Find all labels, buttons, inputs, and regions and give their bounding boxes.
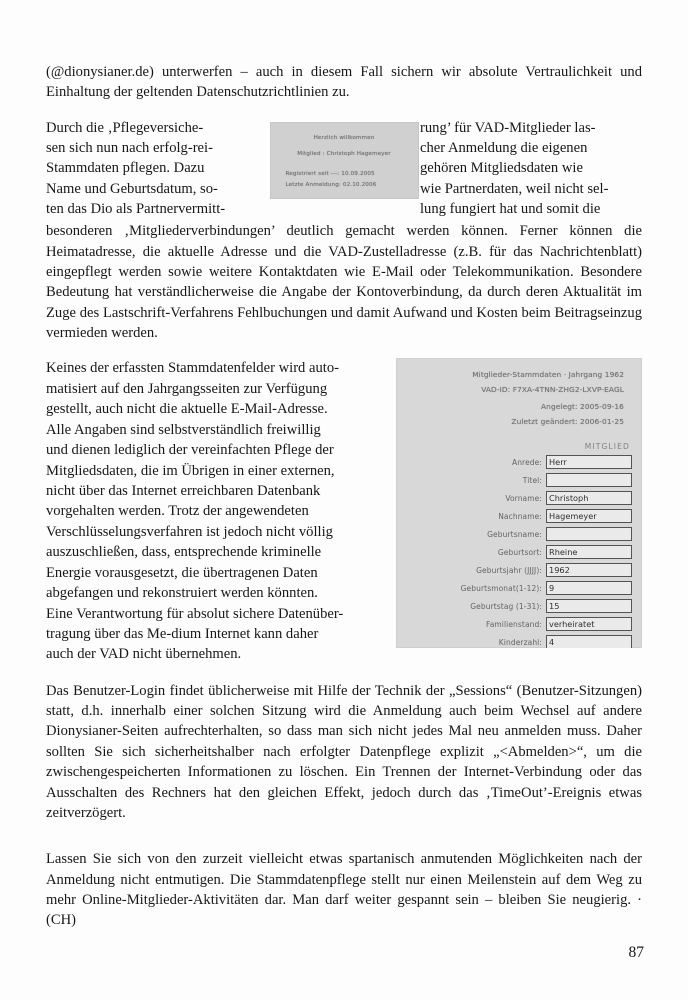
privacy-line-2: matisiert auf den Jahrgangsseiten zur Verfügung bbox=[46, 380, 328, 397]
form-row bbox=[396, 508, 642, 524]
field-label-geburtsjahr: Geburtsjahr (JJJJ): bbox=[476, 565, 542, 575]
wrap-right-line-5: lung fungiert hat und somit die bbox=[420, 201, 601, 218]
wrap-left-line-2: sen sich nun nach erfolg-rei- bbox=[46, 140, 213, 157]
paragraph-after-welcome-image: besonderen ‚Mitgliederverbindungen’ deutlich gemacht werden können. Ferner können die Heimatadresse, die aktuelle Adresse und die VAD-Zustelladresse (z.B. für das Nachrichtenblatt) eingepflegt werden sowie weitere Kontaktdaten wie E-Mail oder Telekommunikation. Besondere Bedeutung hat verständlicherweise die Angabe der Kontoverbindung, da durch deren Aktualität im Zuge des Lastschrift-Verfahrens Fehlbuchungen und damit Aufwand und Kosten beim Beitragseinzug vermieden werden. bbox=[46, 223, 642, 342]
welcome-screenshot bbox=[270, 122, 419, 199]
privacy-line-11: Energie vorausgesetzt, die übertragenen Daten bbox=[46, 564, 318, 581]
field-label-geburtsort: Geburtsort: bbox=[497, 547, 542, 557]
wrap-left-line-5: ten das Dio als Partnervermitt- bbox=[46, 201, 226, 218]
wrap-left-line-1: Durch die ‚Pflegeversiche- bbox=[46, 119, 204, 136]
field-label-nachname: Nachname: bbox=[498, 511, 542, 521]
wrap-right-line-4: wie Partnerdaten, weil nicht sel- bbox=[420, 180, 609, 197]
wrap-text-right bbox=[420, 118, 642, 220]
form-row bbox=[396, 580, 642, 596]
welcome-last-login-line: Letzte Anmeldung: 02.10.2006 bbox=[285, 181, 377, 188]
form-section-label: MITGLIED bbox=[584, 442, 630, 452]
privacy-line-4: Alle Angaben sind selbstverständlich freiwillig bbox=[46, 421, 321, 438]
field-input-familienstand[interactable]: verheiratet bbox=[546, 617, 632, 631]
welcome-title: Herzlich willkommen bbox=[313, 134, 375, 141]
wrapped-image-block-welcome bbox=[46, 118, 642, 220]
wrap-right-line-2: cher Anmeldung die eigenen bbox=[420, 140, 588, 157]
field-input-anrede[interactable]: Herr bbox=[546, 455, 632, 469]
field-input-titel[interactable] bbox=[546, 473, 632, 487]
wrapped-image-block-form bbox=[46, 358, 642, 664]
form-row bbox=[396, 454, 642, 470]
wrap-text-left bbox=[46, 118, 268, 220]
page-content bbox=[46, 62, 642, 946]
form-row bbox=[396, 472, 642, 488]
wrap-left-line-3: Stammdaten pflegen. Dazu bbox=[46, 160, 205, 177]
privacy-line-7: nicht über das Internet erreichbaren Datenbank bbox=[46, 483, 321, 499]
field-label-geburtsmonat: Geburtsmonat(1-12): bbox=[460, 583, 542, 593]
privacy-line-5: und dienen lediglich der vereinfachten Pflege der bbox=[46, 442, 334, 459]
field-label-kinderzahl: Kinderzahl: bbox=[498, 637, 542, 647]
privacy-line-14: tragung über das Me-dium Internet kann daher bbox=[46, 625, 319, 642]
field-label-titel: Titel: bbox=[522, 475, 542, 485]
privacy-line-3: gestellt, auch nicht die aktuelle E-Mail-Adresse. bbox=[46, 401, 328, 418]
paragraph-privacy bbox=[46, 358, 384, 664]
privacy-line-12: abgefangen und rekonstruiert werden könnten. bbox=[46, 585, 318, 602]
field-label-familienstand: Familienstand: bbox=[485, 619, 542, 629]
form-row bbox=[396, 616, 642, 632]
paragraph-spacer bbox=[46, 838, 642, 849]
wrap-right-line-3: gehören Mitgliedsdaten wie bbox=[420, 160, 583, 177]
field-input-geburtsmonat[interactable]: 9 bbox=[546, 581, 632, 595]
paragraph-closing: Lassen Sie sich von den zurzeit vielleicht etwas spartanisch anmutenden Möglichkeiten nach der Anmeldung nicht entmutigen. Die Stammdatenpflege stellt nur einen Meilenstein auf dem Weg zu mehr Online-Mitglieder-Aktivitäten dar. Man darf weiter gespannt sein – bleiben Sie neugierig. · (CH) bbox=[46, 851, 642, 929]
field-input-nachname[interactable]: Hagemeyer bbox=[546, 509, 632, 523]
form-row bbox=[396, 562, 642, 578]
field-input-geburtsname[interactable] bbox=[546, 527, 632, 541]
wrap-right-line-1: rung’ für VAD-Mitglieder las- bbox=[420, 119, 596, 136]
form-header-created: Angelegt: 2005-09-16 bbox=[541, 402, 624, 412]
welcome-registered-line: Registriert seit ---: 10.09.2005 bbox=[285, 170, 375, 177]
form-header-title: Mitglieder-Stammdaten · Jahrgang 1962 bbox=[472, 370, 624, 380]
form-field-rows bbox=[396, 454, 642, 648]
field-label-anrede: Anrede: bbox=[511, 457, 542, 467]
form-header-modified: Zuletzt geändert: 2006-01-25 bbox=[511, 417, 624, 427]
privacy-line-8: vorgehalten werden. Trotz der angewendeten bbox=[46, 503, 309, 520]
privacy-line-6: Mitgliedsdaten, die im Übrigen in einer externen, bbox=[46, 462, 335, 479]
field-input-vorname[interactable]: Christoph bbox=[546, 491, 632, 505]
field-input-geburtsort[interactable]: Rheine bbox=[546, 545, 632, 559]
privacy-line-1: Keines der erfassten Stammdatenfelder wird auto- bbox=[46, 360, 339, 377]
field-input-geburtsjahr[interactable]: 1962 bbox=[546, 563, 632, 577]
paragraph-intro: (@dionysianer.de) unterwerfen – auch in diesem Fall sichern wir absolute Vertraulichkeit und Einhaltung der geltenden Datenschutzrichtlinien zu. bbox=[46, 64, 642, 101]
field-label-vorname: Vorname: bbox=[505, 493, 542, 503]
field-label-geburtstag: Geburtstag (1-31): bbox=[470, 601, 542, 611]
form-row bbox=[396, 544, 642, 560]
privacy-line-10: auszuschließen, dass, entsprechende kriminelle bbox=[46, 544, 322, 561]
privacy-line-13: Eine Verantwortung für absolut sichere Datenüber- bbox=[46, 605, 344, 622]
page-number: 87 bbox=[628, 944, 644, 961]
form-row bbox=[396, 490, 642, 506]
member-form-screenshot bbox=[396, 358, 642, 648]
paragraph-session: Das Benutzer-Login findet üblicherweise mit Hilfe der Technik der „Sessions“ (Benutzer-Sitzungen) statt, d.h. innerhalb einer solchen Sitzung wird die Anmeldung auch beim Wechsel auf andere Dionysianer-Seiten aufrechterhalten, so dass man sich nicht jedes Mal neu anmelden muss. Daher sollten Sie sich sicherheitshalber nach erfolgter Datenpflege explizit „<Abmelden>“, um die zwischengespeicherten Informationen zu löschen. Ein Trennen der Internet-Verbindung oder das Ausschalten des Rechners hat den gleichen Effekt, jedoch durch das ‚TimeOut’-Ereignis etwas zeitverzögert. bbox=[46, 682, 642, 821]
field-input-kinderzahl[interactable]: 4 bbox=[546, 635, 632, 648]
field-input-geburtstag[interactable]: 15 bbox=[546, 599, 632, 613]
privacy-line-9: Verschlüsselungsverfahren ist jedoch nicht völlig bbox=[46, 523, 333, 540]
form-row bbox=[396, 634, 642, 648]
form-row bbox=[396, 598, 642, 614]
welcome-member-line: Mitglied : Christoph Hagemeyer bbox=[297, 150, 391, 157]
form-row bbox=[396, 526, 642, 542]
welcome-screenshot-container bbox=[268, 118, 420, 199]
privacy-line-15: auch der VAD nicht übernehmen. bbox=[46, 646, 242, 663]
field-label-geburtsname: Geburtsname: bbox=[487, 529, 542, 539]
wrap-left-line-4: Name und Geburtsdatum, so- bbox=[46, 180, 218, 197]
form-header-vad-id: VAD-ID: F7XA-4TNN-ZHG2-LXVP-EAGL bbox=[481, 385, 624, 395]
